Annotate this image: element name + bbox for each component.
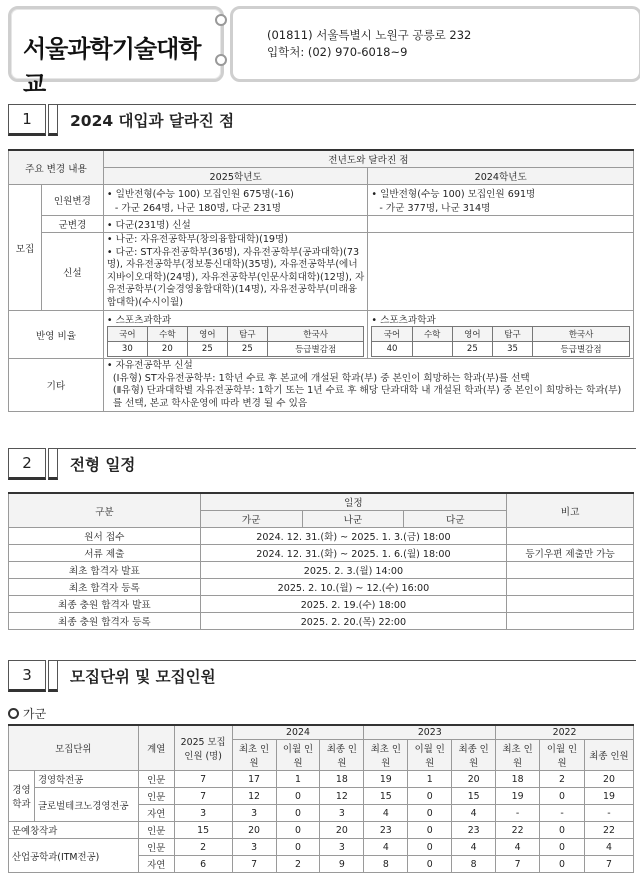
table-row: 산업공학과(ITM전공) 인문 2 3 0 3 4 0 4 4 0 4 bbox=[9, 839, 634, 856]
binder-ring-icon bbox=[215, 54, 227, 66]
section-title: 2024 대입과 달라진 점 bbox=[70, 112, 235, 130]
cell-ratio-2024: • 스포츠과학과 국어 수학 영어 탐구 한국사 40 25 35 등급별감점 bbox=[368, 311, 634, 359]
table-row: 최종 충원 합격자 등록 2025. 2. 20.(목) 22:00 bbox=[9, 613, 634, 630]
address-text: (01811) 서울특별시 노원구 공릉로 232 bbox=[267, 28, 472, 42]
col-2025: 2025학년도 bbox=[103, 168, 368, 185]
col-unit: 모집단위 bbox=[9, 725, 139, 771]
table-row: 원서 접수 2024. 12. 31.(화) ~ 2025. 1. 3.(금) 18:00 bbox=[9, 528, 634, 545]
circle-bullet-icon bbox=[8, 708, 19, 719]
contact-info-box bbox=[230, 6, 640, 82]
subsection-title: 가군 bbox=[8, 705, 46, 722]
table-row: 글로벌테크노경영전공 인문 7 12 0 12 15 0 15 19 0 19 bbox=[9, 788, 634, 805]
table-row: 최초 합격자 등록 2025. 2. 10.(월) ~ 12.(수) 16:00 bbox=[9, 579, 634, 596]
row-label-new: 신설 bbox=[41, 233, 103, 311]
row-group-recruit: 모집 bbox=[9, 185, 42, 311]
section-number: 3 bbox=[8, 660, 46, 692]
col-compare: 전년도와 달라진 점 bbox=[103, 150, 633, 168]
cell-ratio-2025: • 스포츠과학과 국어 수학 영어 탐구 한국사 30 20 25 25 등급별감점 bbox=[103, 311, 368, 359]
section-heading-2 bbox=[8, 448, 636, 478]
group-business: 경영 학과 bbox=[9, 771, 35, 822]
row-label-ratio: 반영 비율 bbox=[9, 311, 104, 359]
row-label-quota: 인원변경 bbox=[41, 185, 103, 216]
page-header bbox=[8, 6, 636, 98]
cell-group-2025: • 다군(231명) 신설 bbox=[103, 216, 368, 233]
schedule-table bbox=[8, 492, 634, 630]
cell-quota-2025: • 일반전형(수능 100) 모집인원 675명(-16) - 가군 264명, 나군 180명, 다군 231명 bbox=[103, 185, 368, 216]
phone-text: 입학처: (02) 970-6018~9 bbox=[267, 45, 408, 59]
ratio-table-2025: 국어 수학 영어 탐구 한국사 30 20 25 25 등급별감점 bbox=[107, 326, 365, 357]
university-name: 서울과학기술대학교 bbox=[23, 35, 201, 98]
col-schedule: 일정 bbox=[200, 493, 506, 511]
changes-table bbox=[8, 149, 634, 412]
ratio-table-2024: 국어 수학 영어 탐구 한국사 40 25 35 등급별감점 bbox=[371, 326, 630, 357]
col-2023: 2023 bbox=[364, 725, 496, 740]
section-number: 1 bbox=[8, 104, 46, 136]
col-2024: 2024학년도 bbox=[368, 168, 634, 185]
row-label-etc: 기타 bbox=[9, 359, 104, 412]
section-heading-1 bbox=[8, 104, 636, 134]
section-title: 모집단위 및 모집인원 bbox=[70, 668, 216, 686]
cell-etc: • 자유전공학부 신설 (Ⅰ유형) ST자유전공학부: 1학년 수료 후 본교에 개설된 학과(부) 중 본인이 희망하는 학과(부)를 선택 (Ⅱ유형) 단과대학별 자유전공학부: 1학기 또는 1년 수료 후 해당 단과대학 내 개설된 학과(부) 중 본인이 희망하는 학과(부)를 선택, 본교 학사운영에 따라 변경 될 수 있음 bbox=[103, 359, 633, 412]
col-2022: 2022 bbox=[496, 725, 634, 740]
binder-ring-icon bbox=[215, 14, 227, 26]
section-title: 전형 일정 bbox=[70, 456, 136, 474]
col-track: 계열 bbox=[138, 725, 174, 771]
quota-table: 모집단위 계열 2025 모집인원 (명) 2024 2023 2022 최초 인원 이월 인원 최종 인원 최초 인원 이월 인원 최종 인원 최초 인원 이월 인원 최종 인원 경영 학과 경영학전공 인문 7 17 1 18 19 1 20 18 2 20 글로벌테크노경영전공 인문 7 12 0 12 15 0 15 19 0 19 자연 3 3 0 3 4 0 4 - - - 문예창작과 인문 15 20 0 20 23 0 23 22 0 22 산업공학과(ITM전공) 인문 2 3 0 3 4 0 4 4 0 4 자연 6 7 2 9 8 0 8 7 0 7 bbox=[8, 724, 634, 873]
col-quota-2025: 2025 모집인원 (명) bbox=[174, 725, 232, 771]
row-label-group: 군변경 bbox=[41, 216, 103, 233]
table-row: 최초 합격자 발표 2025. 2. 3.(월) 14:00 bbox=[9, 562, 634, 579]
col-2024: 2024 bbox=[232, 725, 364, 740]
section-heading-3 bbox=[8, 660, 636, 690]
table-row: 자연 3 3 0 3 4 0 4 - - - bbox=[9, 805, 634, 822]
university-name-box bbox=[8, 6, 224, 98]
table-row: 최종 충원 합격자 발표 2025. 2. 19.(수) 18:00 bbox=[9, 596, 634, 613]
col-ga: 가군 bbox=[200, 511, 302, 528]
cell-quota-2024: • 일반전형(수능 100) 모집인원 691명 - 가군 377명, 나군 314명 bbox=[368, 185, 634, 216]
col-na: 나군 bbox=[302, 511, 404, 528]
table-row: 경영 학과 경영학전공 인문 7 17 1 18 19 1 20 18 2 20 bbox=[9, 771, 634, 788]
col-da: 다군 bbox=[404, 511, 507, 528]
section-number: 2 bbox=[8, 448, 46, 480]
table-row: 서류 제출 2024. 12. 31.(화) ~ 2025. 1. 6.(월) 18:00 등기우편 제출만 가능 bbox=[9, 545, 634, 562]
col-main-changes: 주요 변경 내용 bbox=[9, 150, 104, 185]
col-note: 비고 bbox=[507, 493, 634, 528]
table-row: 자연 6 7 2 9 8 0 8 7 0 7 bbox=[9, 856, 634, 873]
table-row: 문예창작과 인문 15 20 0 20 23 0 23 22 0 22 bbox=[9, 822, 634, 839]
col-type: 구분 bbox=[9, 493, 201, 528]
cell-new-2025: • 나군: 자유전공학부(창의융합대학)(19명) • 다군: ST자유전공학부(36명), 자유전공학부(공과대학)(73명), 자유전공학부(정보통신대학)(35명), 자유전공학부(에너지바이오대학)(24명), 자유전공학부(인문사회대학)(12명), 자유전공학부(기술경영융합대학)(14명), 자유전공학부(미래융합대학)(수시이월) bbox=[103, 233, 368, 311]
